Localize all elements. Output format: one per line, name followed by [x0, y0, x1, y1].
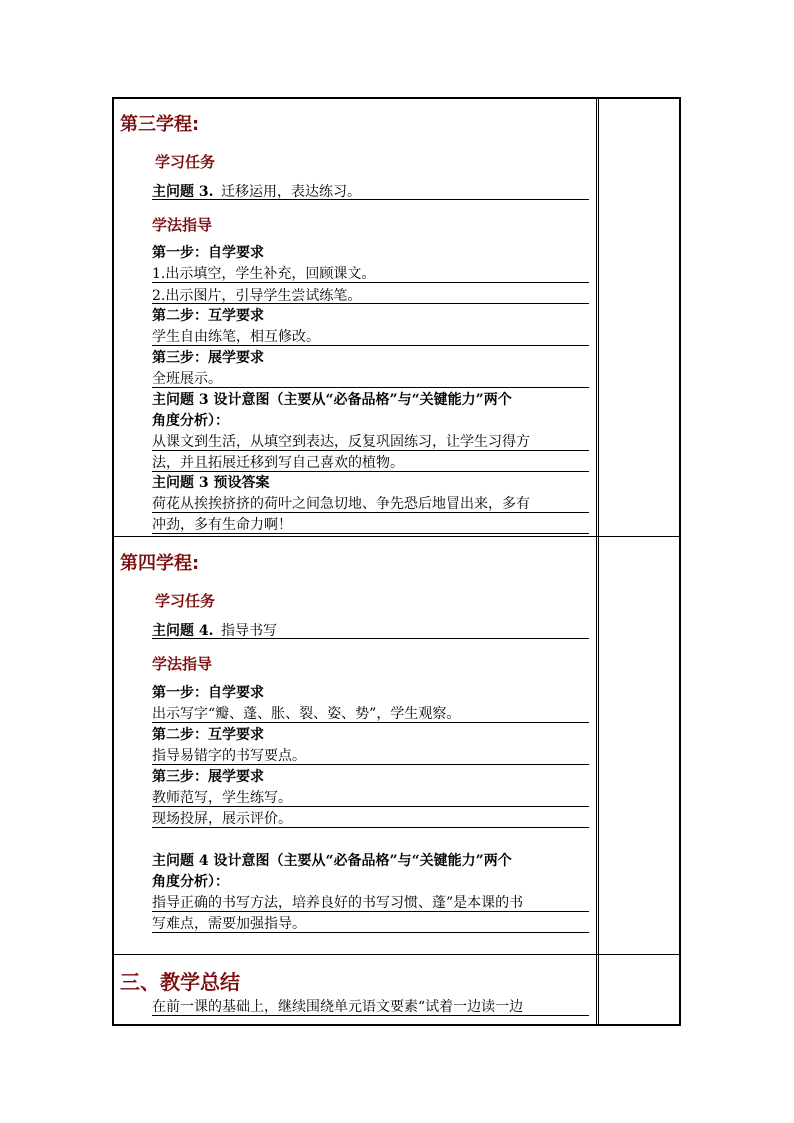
section4-intent-text: 写难点，需要加强指导。	[152, 916, 306, 932]
underline	[152, 764, 589, 765]
section3-intent-label: 主问题 3 设计意图（主要从“必备品格”与“关键能力”两个	[152, 392, 512, 408]
underline	[152, 533, 589, 534]
underline	[152, 911, 589, 912]
section4-task-label: 学习任务	[155, 592, 216, 610]
section3-heading: 第三学程:	[120, 114, 200, 135]
section4-step3-label: 第三步：展学要求	[152, 769, 264, 785]
section3-step3-label: 第三步：展学要求	[152, 350, 264, 366]
section3-answer-label: 主问题 3 预设答案	[152, 475, 270, 491]
underline	[152, 806, 589, 807]
section4-step1-text: 出示写字“瓣、蓬、胀、裂、姿、势”，学生观察。	[152, 706, 461, 722]
underline	[152, 450, 589, 451]
section3-answer-text: 冲劲，多有生命力啊！	[152, 517, 292, 533]
section3-answer-text: 荷花从挨挨挤挤的荷叶之间急切地、争先恐后地冒出来，多有	[152, 496, 530, 512]
underline	[152, 722, 589, 723]
row-divider	[114, 954, 679, 955]
section3-intent-label: 角度分析）：	[152, 413, 229, 429]
underline	[152, 387, 589, 388]
section4-step3-item: 现场投屏，展示评价。	[152, 811, 292, 827]
underline	[152, 345, 589, 346]
section3-guide-label: 学法指导	[152, 216, 213, 234]
section4-intent-text: 指导正确的书写方法，培养良好的书写习惯、蓬”是本课的书	[152, 895, 524, 911]
underline	[152, 1015, 589, 1016]
section3-step2-text: 学生自由练笔，相互修改。	[152, 329, 320, 345]
section4-step2-text: 指导易错字的书写要点。	[152, 748, 306, 764]
section3-intent-text: 从课文到生活，从填空到表达，反复巩固练习，让学生习得方	[152, 434, 530, 450]
column-divider	[598, 99, 599, 1024]
section4-step3-item: 教师范写，学生练写。	[152, 790, 292, 806]
section4-question-label: 主问题 4.	[152, 623, 214, 639]
section4-step2-label: 第二步：互学要求	[152, 727, 264, 743]
section4-heading: 第四学程:	[120, 553, 200, 574]
section3-task-label: 学习任务	[155, 153, 216, 171]
underline	[152, 932, 589, 933]
underline	[152, 512, 589, 513]
underline	[152, 638, 589, 639]
section4-step1-label: 第一步：自学要求	[152, 685, 264, 701]
column-divider-inner	[596, 99, 597, 1024]
section3-step1-item: 1.出示填空，学生补充，回顾课文。	[152, 266, 376, 282]
section4-intent-label: 角度分析）：	[152, 874, 229, 890]
section4-intent-label: 主问题 4 设计意图（主要从“必备品格”与“关键能力”两个	[152, 853, 512, 869]
summary-text: 在前一课的基础上，继续围绕单元语文要素“试着一边读一边	[152, 999, 524, 1015]
row-divider	[114, 536, 679, 537]
section4-guide-label: 学法指导	[152, 655, 213, 673]
underline	[152, 282, 589, 283]
underline	[152, 199, 589, 200]
section3-question-text: 迁移运用，表达练习。	[221, 184, 361, 200]
section3-step2-label: 第二步：互学要求	[152, 308, 264, 324]
underline	[152, 303, 589, 304]
section3-question-label: 主问题 3.	[152, 184, 214, 200]
section4-question-text: 指导书写	[221, 623, 277, 639]
section3-intent-text: 法，并且拓展迁移到写自己喜欢的植物。	[152, 455, 404, 471]
section3-step3-text: 全班展示。	[152, 371, 222, 387]
underline	[152, 827, 589, 828]
summary-heading: 三、教学总结	[120, 970, 240, 994]
underline	[152, 471, 589, 472]
section3-step1-label: 第一步：自学要求	[152, 245, 264, 261]
section3-step1-item: 2.出示图片，引导学生尝试练笔。	[152, 288, 362, 304]
